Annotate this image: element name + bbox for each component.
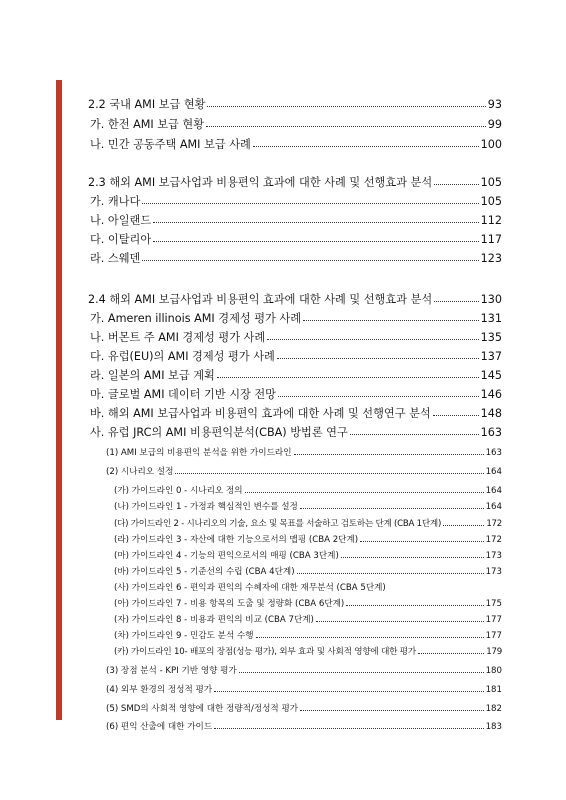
toc-label: 라. 스웨덴 — [90, 252, 141, 265]
toc-page: 131 — [480, 312, 502, 325]
toc-label: 가. Ameren illinois AMI 경제성 평가 사례 — [90, 312, 302, 325]
toc-label: (사) 가이드라인 6 - 편익과 편익의 수혜자에 대한 재무분석 (CBA 5단계) — [114, 583, 386, 593]
toc-page: 148 — [480, 407, 502, 420]
dot-leader — [303, 320, 479, 321]
toc-entry[interactable] — [90, 386, 502, 402]
dot-leader — [434, 184, 479, 185]
toc-label: 나. 아일랜드 — [90, 214, 152, 227]
dot-leader — [350, 434, 479, 435]
toc-label: (3) 장점 분석 - KPI 기반 영향 평가 — [106, 666, 237, 676]
toc-entry[interactable] — [114, 533, 502, 545]
toc-label: 사. 유럽 JRC의 AMI 비용편익분석(CBA) 방법론 연구 — [90, 426, 348, 439]
toc-label: (차) 가이드라인 9 - 민감도 분석 수행 — [114, 631, 254, 641]
dot-leader — [277, 358, 479, 359]
toc-entry-2-3[interactable] — [88, 174, 502, 190]
toc-page: 99 — [487, 118, 502, 131]
dot-leader — [153, 222, 478, 223]
toc-entry[interactable] — [90, 348, 502, 364]
toc-entry[interactable] — [106, 664, 502, 676]
toc-entry[interactable] — [90, 424, 502, 440]
toc-label: 라. 일본의 AMI 보급 계획 — [90, 369, 215, 382]
toc-entry[interactable] — [90, 231, 502, 247]
toc-page: 137 — [480, 350, 502, 363]
toc-entry[interactable] — [114, 484, 502, 496]
toc-label: 2.3 해외 AMI 보급사업과 비용편익 효과에 대한 사례 및 선행효과 분석 — [88, 176, 433, 189]
dot-leader — [267, 339, 478, 340]
toc-label: (4) 외부 환경의 정성적 평가 — [106, 685, 213, 695]
toc-label: (1) AMI 보급의 비용편익 분석을 위한 가이드라인 — [106, 448, 292, 458]
toc-page: 112 — [480, 214, 502, 227]
dot-leader — [316, 621, 484, 622]
dot-leader — [360, 541, 483, 542]
dot-leader — [214, 728, 483, 729]
dot-leader — [297, 573, 484, 574]
toc-page: 173 — [485, 567, 502, 577]
toc-page: 130 — [480, 293, 502, 306]
toc-label: (아) 가이드라인 7 - 비용 항목의 도출 및 정량화 (CBA 6단계) — [114, 599, 345, 609]
dot-leader — [278, 396, 479, 397]
toc-entry[interactable] — [106, 683, 502, 695]
dot-leader — [239, 672, 484, 673]
dot-leader — [142, 260, 478, 261]
toc-entry[interactable] — [90, 116, 502, 132]
dot-leader — [206, 126, 486, 127]
toc-entry-2-2[interactable] — [88, 96, 502, 112]
toc-entry-2-4[interactable] — [88, 291, 502, 307]
dot-leader — [294, 454, 484, 455]
toc-label: 다. 이탈리아 — [90, 233, 152, 246]
toc-entry[interactable] — [90, 310, 502, 326]
toc-label: 바. 해외 AMI 보급사업과 비용편익 효과에 대한 사례 및 선행연구 분석 — [90, 407, 431, 420]
toc-page: 182 — [485, 704, 502, 714]
toc-entry[interactable] — [90, 136, 502, 152]
toc-entry[interactable] — [90, 405, 502, 421]
toc-label: 가. 캐나다 — [90, 195, 141, 208]
toc-label: (자) 가이드라인 8 - 비용과 편익의 비교 (CBA 7단계) — [114, 615, 314, 625]
toc-entry[interactable] — [90, 367, 502, 383]
dot-leader — [341, 557, 484, 558]
toc-entry[interactable] — [106, 465, 502, 477]
toc-label: 마. 글로벌 AMI 데이터 기반 시장 전망 — [90, 388, 276, 401]
dot-leader — [346, 605, 483, 606]
toc-entry[interactable] — [106, 446, 502, 458]
toc-page: 100 — [480, 138, 502, 151]
toc-page: 164 — [485, 467, 502, 477]
toc-entry[interactable] — [90, 250, 502, 266]
toc-entry[interactable] — [90, 329, 502, 345]
toc-entry[interactable] — [114, 581, 502, 593]
toc-label: (카) 가이드라인 10- 배포의 장점(성능 평가), 외부 효과 및 사회적 영향에 대한 평가 — [114, 647, 417, 657]
toc-entry[interactable] — [114, 645, 502, 657]
dot-leader — [300, 710, 484, 711]
toc-page: 135 — [480, 331, 502, 344]
toc-page: 172 — [485, 535, 502, 545]
toc-page: 145 — [480, 369, 502, 382]
toc-page: 172 — [486, 519, 502, 529]
toc-page: 123 — [480, 252, 502, 265]
dot-leader — [245, 492, 484, 493]
toc-entry[interactable] — [90, 212, 502, 228]
toc-entry[interactable] — [114, 517, 502, 529]
toc-page: 180 — [485, 666, 502, 676]
toc-label: (2) 시나리오 설정 — [106, 467, 174, 477]
dot-leader — [253, 146, 479, 147]
toc-page: 105 — [480, 176, 502, 189]
toc-entry[interactable] — [114, 549, 502, 561]
toc-page: 117 — [480, 233, 502, 246]
toc-label: 가. 한전 AMI 보급 현황 — [90, 118, 205, 131]
toc-label: (바) 가이드라인 5 - 기준선의 수립 (CBA 4단계) — [114, 567, 295, 577]
toc-label: (6) 편익 산출에 대한 가이드 — [106, 722, 213, 732]
toc-label: 2.4 해외 AMI 보급사업과 비용편익 효과에 대한 사례 및 선행효과 분석 — [88, 293, 433, 306]
dot-leader — [433, 415, 479, 416]
dot-leader — [175, 473, 483, 474]
dot-leader — [300, 508, 484, 509]
dot-leader — [153, 241, 478, 242]
toc-entry[interactable] — [114, 565, 502, 577]
toc-page: 173 — [485, 551, 502, 561]
toc-label: (나) 가이드라인 1 - 가정과 핵심적인 변수를 설정 — [114, 502, 298, 512]
dot-leader — [256, 637, 484, 638]
toc-entry[interactable] — [90, 193, 502, 209]
dot-leader — [217, 377, 479, 378]
toc-entry[interactable] — [106, 720, 502, 732]
toc-page: 177 — [485, 631, 502, 641]
toc-entry[interactable] — [114, 613, 502, 625]
toc-entry[interactable] — [106, 702, 502, 714]
toc-label: (다) 가이드라인 2 - 시나리오의 기술, 요소 및 목표를 서술하고 검토하는 단계 (CBA 1단계) — [114, 519, 442, 529]
toc-label: 나. 민간 공동주택 AMI 보급 사례 — [90, 138, 251, 151]
toc-page: 105 — [480, 195, 502, 208]
toc-label: 나. 버몬트 주 AMI 경제성 평가 사례 — [90, 331, 266, 344]
toc-page: 164 — [485, 486, 502, 496]
toc-label: 다. 유럽(EU)의 AMI 경제성 평가 사례 — [90, 350, 275, 363]
dot-leader — [142, 203, 478, 204]
toc-page: 183 — [485, 722, 502, 732]
toc-label: (5) SMD의 사회적 영향에 대한 정량적/정성적 평가 — [106, 704, 299, 714]
toc-page: 146 — [480, 388, 502, 401]
toc-label: (가) 가이드라인 0 - 시나리오 정의 — [114, 486, 243, 496]
toc-page: 164 — [485, 502, 502, 512]
toc-entry[interactable] — [114, 629, 502, 641]
toc-page: 181 — [485, 685, 502, 695]
dot-leader — [214, 691, 483, 692]
toc-page: 163 — [485, 448, 502, 458]
toc-page: 93 — [487, 98, 502, 111]
toc-entry[interactable] — [114, 597, 502, 609]
dot-leader — [434, 301, 479, 302]
toc-label: 2.2 국내 AMI 보급 현황 — [88, 98, 206, 111]
toc-page: 177 — [485, 615, 502, 625]
dot-leader — [443, 525, 484, 526]
toc-label: (마) 가이드라인 4 - 기능의 편익으로서의 매핑 (CBA 3단계) — [114, 551, 339, 561]
toc-page: 175 — [485, 599, 502, 609]
dot-leader — [418, 653, 484, 654]
toc-page: 163 — [480, 426, 502, 439]
toc-page: 179 — [486, 647, 502, 657]
dot-leader — [207, 106, 485, 107]
toc-label: (라) 가이드라인 3 - 자산에 대한 기능으로서의 맵핑 (CBA 2단계) — [114, 535, 359, 545]
toc-entry[interactable] — [114, 500, 502, 512]
